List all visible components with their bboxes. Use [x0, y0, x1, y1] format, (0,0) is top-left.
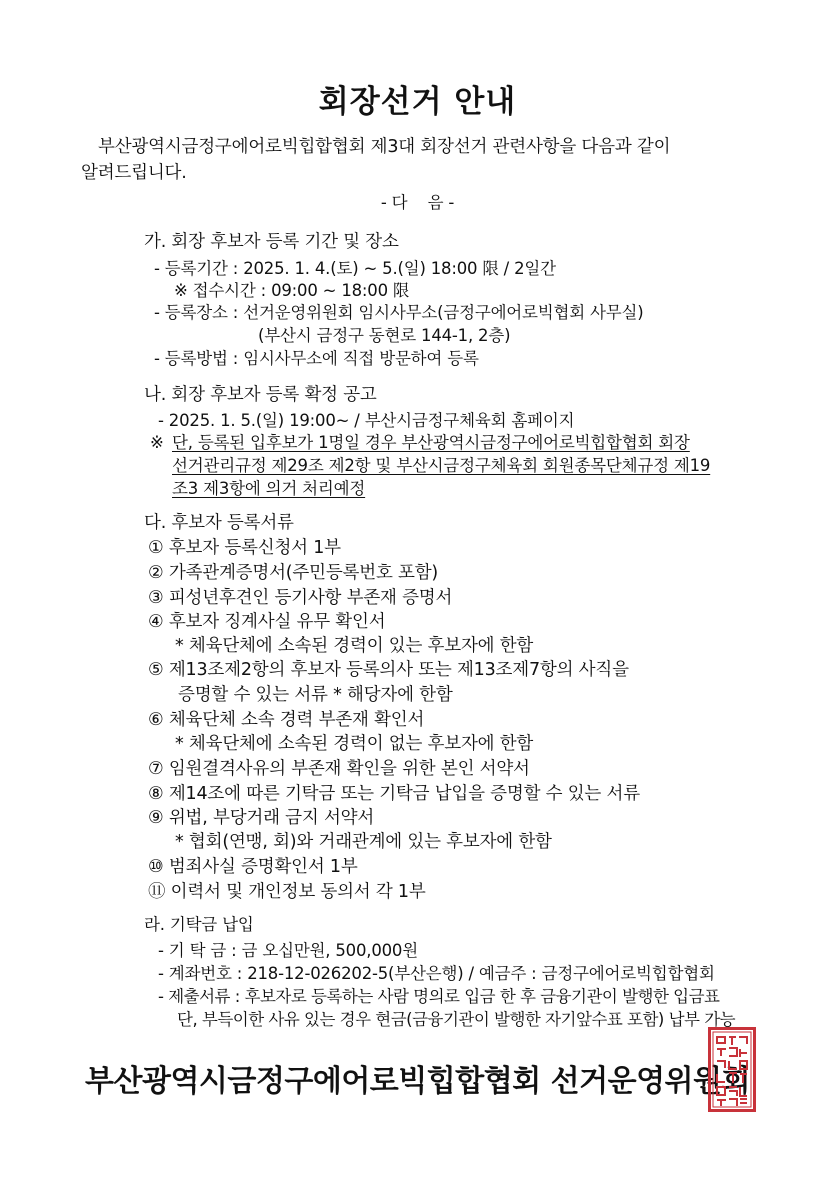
- issuer-footer: 부산광역시금정구에어로빅힙합협회 선거운영위원회: [85, 1064, 750, 1099]
- section-d-title: 라. 기탁금 납입: [144, 915, 254, 934]
- submission-exception: 단, 부득이한 사유 있는 경우 현금(금융기관이 발행한 자기앞수표 포함) 납부 가능: [177, 1010, 736, 1029]
- document-item: ⑦ 임원결격사유의 부존재 확인을 위한 본인 서약서: [148, 759, 530, 779]
- document-item: ② 가족관계증명서(주민등록번호 포함): [148, 563, 439, 583]
- document-title: 회장선거 안내: [318, 84, 517, 120]
- document-item: ⑪ 이력서 및 개인정보 동의서 각 1부: [148, 882, 426, 902]
- note-line-2: 선거관리규정 제29조 제2항 및 부산시금정구체육회 회원종목단체규정 제19: [172, 456, 711, 475]
- document-item: ⑥ 체육단체 소속 경력 부존재 확인서: [148, 710, 425, 730]
- document-item-note: * 체육단체에 소속된 경력이 있는 후보자에 한함: [175, 636, 534, 656]
- intro-line-1: 부산광역시금정구에어로빅힙합협회 제3대 회장선거 관련사항을 다음과 같이: [98, 137, 671, 157]
- note-mark: ※: [150, 433, 164, 452]
- registration-place: - 등록장소 : 선거운영위원회 임시사무소(금정구에어로빅협회 사무실): [154, 303, 644, 322]
- bank-account: - 계좌번호 : 218-12-026202-5(부산은행) / 예금주 : 금정구에어로빅힙합협회: [158, 964, 715, 983]
- announcement-date: - 2025. 1. 5.(일) 19:00~ / 부산시금정구체육회 홈페이지: [158, 411, 575, 430]
- document-item: ③ 피성년후견인 등기사항 부존재 증명서: [148, 588, 453, 608]
- deposit-amount: - 기 탁 금 : 금 오십만원, 500,000원: [158, 941, 418, 960]
- registration-period: - 등록기간 : 2025. 1. 4.(토) ~ 5.(일) 18:00 限 / 2일간: [154, 259, 556, 278]
- document-item-note: * 체육단체에 소속된 경력이 없는 후보자에 한함: [175, 734, 534, 754]
- document-item: ① 후보자 등록신청서 1부: [148, 538, 341, 558]
- center-heading: - 다 음 -: [380, 193, 455, 212]
- section-b-title: 나. 회장 후보자 등록 확정 공고: [144, 385, 377, 405]
- document-item-note: * 협회(연맹, 회)와 거래관계에 있는 후보자에 한함: [175, 832, 552, 852]
- document-item: ④ 후보자 징계사실 유무 확인서: [148, 612, 386, 632]
- document-item: ⑧ 제14조에 따른 기탁금 또는 기탁금 납입을 증명할 수 있는 서류: [148, 784, 640, 804]
- note-line-1: 단, 등록된 입후보가 1명일 경우 부산광역시금정구에어로빅힙합협회 회장: [172, 433, 690, 452]
- submission-documents: - 제출서류 : 후보자로 등록하는 사람 명의로 입금 한 후 금융기관이 발행한 입금표: [158, 987, 720, 1006]
- intro-line-2: 알려드립니다.: [81, 163, 187, 183]
- registration-address: (부산시 금정구 동현로 144-1, 2층): [258, 326, 511, 345]
- document-item: ⑩ 범죄사실 증명확인서 1부: [148, 857, 358, 877]
- document-item: ⑨ 위법, 부당거래 금지 서약서: [148, 808, 375, 828]
- section-c-title: 다. 후보자 등록서류: [144, 513, 294, 533]
- reception-hours: ※ 접수시간 : 09:00 ~ 18:00 限: [174, 281, 410, 300]
- official-seal-icon: [708, 1027, 756, 1112]
- note-line-3: 조3 제3항에 의거 처리예정: [172, 479, 366, 498]
- document-item: ⑤ 제13조제2항의 후보자 등록의사 또는 제13조제7항의 사직을: [148, 660, 629, 680]
- registration-method: - 등록방법 : 임시사무소에 직접 방문하여 등록: [154, 349, 479, 368]
- section-a-title: 가. 회장 후보자 등록 기간 및 장소: [144, 232, 399, 252]
- document-item-continuation: 증명할 수 있는 서류 * 해당자에 한함: [178, 685, 453, 705]
